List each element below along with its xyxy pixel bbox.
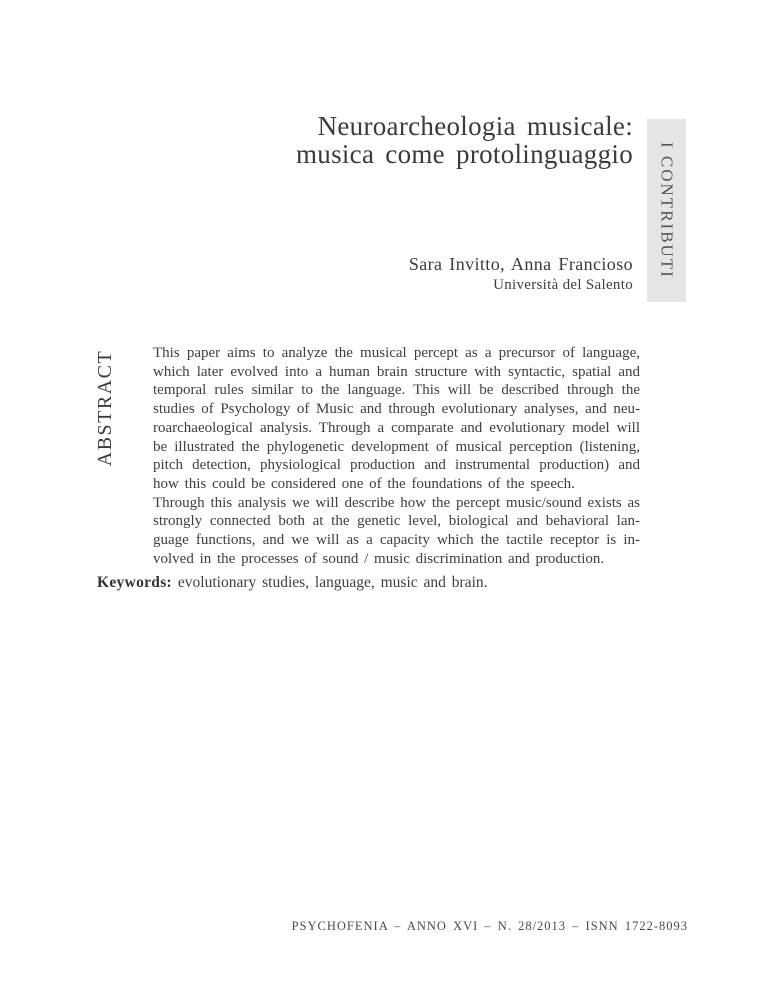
abstract-text [153,344,640,568]
section-tab-label: I CONTRIBUTI [657,142,677,279]
abstract-line: strongly connected both at the genetic level, biological and behavioral lan- [153,513,640,530]
abstract-line: This paper aims to analyze the musical percept as a precursor of language, [153,345,640,361]
keywords-line [97,574,488,592]
abstract-line: pitch detection, physiological production and instrumental production) and [153,457,640,474]
abstract-line: temporal rules similar to the language. This will be described through the [153,382,640,399]
affiliation: Università del Salento [493,277,633,293]
abstract-label: ABSTRACT [94,349,116,467]
journal-footer: PSYCHOFENIA – ANNO XVI – N. 28/2013 – ISNN 1722-8093 [291,919,688,933]
abstract-line: roarchaeological analysis. Through a comparate and evolutionary model will [153,419,640,436]
abstract-line: which later evolved into a human brain structure with syntactic, spatial and [153,363,640,380]
abstract-line: be illustrated the phylogenetic development of musical perception (listening, [153,438,640,455]
section-tab [647,119,686,302]
abstract-line: studies of Psychology of Music and through evolutionary analyses, and neu- [153,401,640,418]
abstract-line: volved in the processes of sound / music discrimination and production. [153,550,605,567]
abstract-line: guage functions, and we will as a capacity which the tactile receptor is in- [153,532,640,549]
keywords-label: Keywords: [97,574,173,591]
page-title-line-2: musica come protolinguaggio [295,139,633,169]
keywords-text: evolutionary studies, language, music and brain. [177,574,488,591]
page-title-line-1: Neuroarcheologia musicale: [317,111,633,141]
abstract-line: how this could be considered one of the foundations of the speech. [153,475,575,492]
page-title [296,112,633,168]
authors: Sara Invitto, Anna Francioso [408,254,633,274]
abstract-line: Through this analysis we will describe how the percept music/sound exists as [153,494,640,511]
